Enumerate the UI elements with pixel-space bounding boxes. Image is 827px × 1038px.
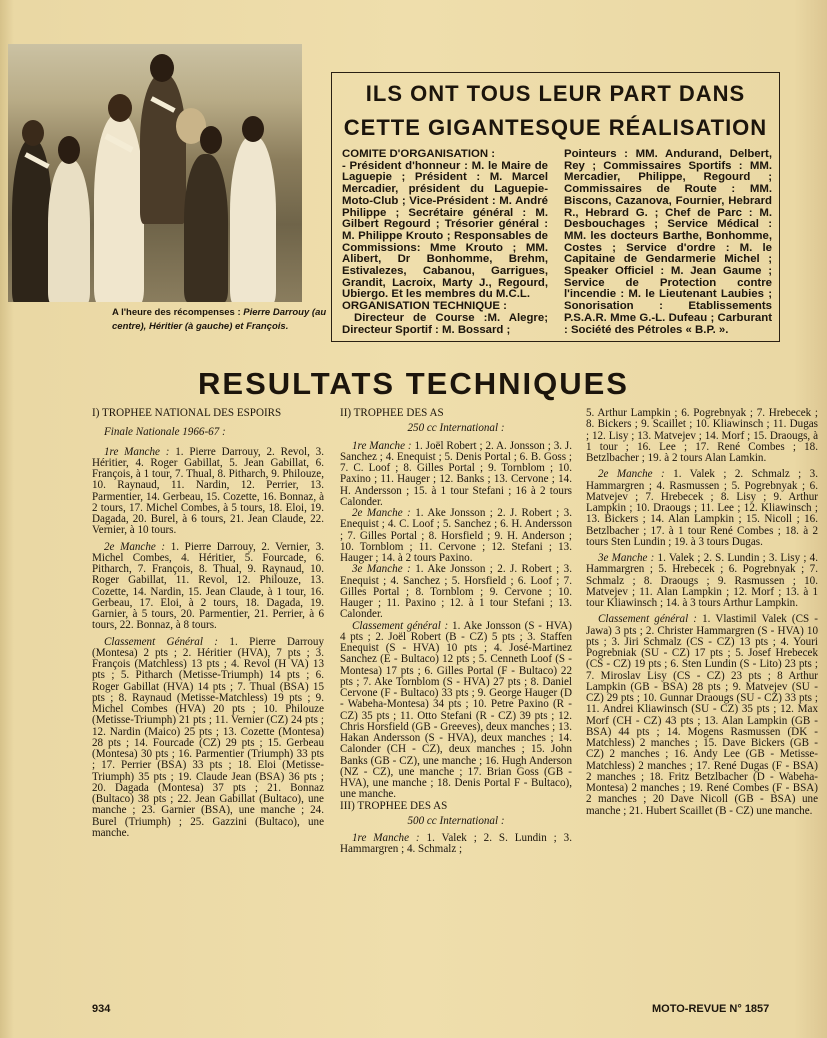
general-standings <box>92 637 324 840</box>
magazine-issue: MOTO-REVUE N° 1857 <box>652 1003 770 1015</box>
heat-result <box>340 564 572 620</box>
technical-heading: ORGANISATION TECHNIQUE : <box>342 300 507 313</box>
standings-label: Classement général : <box>352 619 449 632</box>
heat-label: 3e Manche : <box>352 563 411 576</box>
committee-text: - Président d'honneur : M. le Maire de Laguepie ; Président : M. Marcel Mercadier, président du Laguepie-Moto-Club ; Vice-Président : M. André Philippe ; Secrétaire général : M. Gilbert Regourd ; Trésorier général : M. Philippe Krouto ; Responsables de Commissions: Mme Krouto ; MM. Alibert, Dr Bonhomme, Brehm, Estivalezes, Cabanou, Garrigues, Grandit, Lacroix, Marty J., Regourd, Ubiergo. Et les membres du M.C.L. <box>342 159 548 301</box>
heat-text: 1. Valek ; 2. S. Lundin ; 3. Lisy ; 4. Hammargren ; 5. Hrebecek ; 6. Pogrebnyak ; 7. Schmalz ; 8. Draougs ; 9. Rasmussen ; 10. Matvejev ; 11. Alan Lampkin ; 12. Morf ; 13. à 1 tour Kliawinsch ; 14. à 3 tours Arthur Lampkin. <box>586 552 818 609</box>
standings-text: 1. Ake Jonsson (S - HVA) 4 pts ; 2. Joël Robert (B - CZ) 5 pts ; 3. Staffen Enequist (S - HVA) 10 pts ; 4. José-Martinez Sanchez (E - Bultaco) 12 pts ; 5. Cenneth Loof (S - Montesa) 17 pts ; 6. Gilles Portal (F - Bultaco) 22 pts ; 7. Ake Tornblom (S - HVA) 27 pts ; 8. Daniel Cervone (F - Bultaco) 33 pts ; 9. George Hauger (D - Wabeha-Montesa) 34 pts ; 10. Petre Paxino (R - CZ) 35 pts ; 11. Otto Stefani (R - CZ) 39 pts ; 12. Chris Horsfield (GB - Greeves), deux manches ; 13. Hakan Andersson (S - HVA), deux manches ; 14. Calonder (CH - CZ), deux manches ; 15. John Banks (GB - CZ), une manche ; 16. Hugh Anderson (NZ - CZ), une manche ; 17. Brian Goss (GB - HVA), une manche ; 18. Denis Portal F - Bultaco), une manche. <box>340 619 572 801</box>
heat-result <box>586 553 818 609</box>
organization-box <box>331 72 780 342</box>
standings-text: 1. Pierre Darrouy (Montesa) 2 pts ; 2. Héritier (HVA), 7 pts ; 3. François (Matchless) 13 pts ; 4. Revol (H VA) 13 pts ; 5. Pitharch (Metisse-Triumph) 14 pts ; 6. Roger Gabillat (HVA) 14 pts ; 7. Thual (BSA) 15 pts ; 8. Raynaud (Metisse-Matchless) 19 pts ; 9. Michel Combes (HVA) 20 pts ; 10. Philouze (Metisse-Triumph) 21 pts ; 11. Vernier (CZ) 24 pts ; 12. Nardin (Maico) 25 pts ; 13. Cozette (Montesa) 28 pts ; 14. Fourcade (CZ) 29 pts ; 15. Gerbeau (Montesa) 30 pts ; 16. Parmentier (Triumph) 33 pts ; 17. Perrier (BSA) 33 pts ; 18. Eloi (Metisse-Triumph) 35 pts ; 19. Claude Jean (BSA) 36 pts ; 20. Dagada (Montesa) 37 pts ; 21. Bonnaz (Bultaco) 38 pts ; 22. Jean Gabillat (Bultaco), une manche ; 23. Garnier (BSA), une manche ; 24. Burel (Triumph) ; 25. Gazzini (Bultaco), une manche. <box>92 635 324 839</box>
standings-label: Classement Général : <box>104 635 219 648</box>
heat-label: 2e Manche : <box>104 540 166 553</box>
heat-text: 1. Ake Jonsson ; 2. J. Robert ; 3. Enequist ; 4. C. Loof ; 5. Sanchez ; 6. H. Andersson ; 7. Gilles Portal ; 8. Horsfield ; 9. H. Anderson ; 10. Tornblom ; 11. Cervone ; 12. Stefani ; 13. Hauger ; 14. à 2 tours Paxino. <box>340 507 572 564</box>
general-standings <box>340 621 572 801</box>
heat-result <box>340 508 572 564</box>
section-subtitle: 500 cc International : <box>407 814 505 827</box>
heat-label: 3e Manche : <box>598 552 655 564</box>
organization-column-a <box>342 149 548 336</box>
heat-result <box>586 469 818 548</box>
heat-label: 1re Manche : <box>352 832 420 844</box>
section-heading: I) TROPHEE NATIONAL DES ESPOIRS <box>92 407 282 419</box>
results-column-1 <box>92 408 324 839</box>
caption-text: Pierre Darrouy (au centre), Héritier (à gauche) et François. <box>112 307 327 332</box>
heat-text: 1. Valek ; 2. Schmalz ; 3. Hammargren ; 4. Rasmussen ; 5. Pogrebnyak ; 6. Matvejev ; 7. Hrebecek ; 8. Lisy ; 9. Arthur Lampkin ; 10. Draougs ; 11. Lee ; 12. Kliawinsch ; 13. Bickers ; 14. Alan Lampkin ; 15. Nicoll ; 16. Betzlbacher ; 17. à 1 tour René Combes ; 18. à 2 tours Sten Lundin ; 19. à 3 tours Dugas. <box>586 468 818 548</box>
section-subtitle: Finale Nationale 1966-67 : <box>104 426 226 439</box>
photo-caption <box>112 306 332 334</box>
heat-label: 2e Manche : <box>352 507 411 519</box>
section-subtitle: 250 cc International : <box>407 422 505 435</box>
results-column-3 <box>586 408 818 817</box>
section-heading: III) TROPHEE DES AS <box>340 799 448 812</box>
general-standings <box>586 614 818 817</box>
results-title: RESULTATS TECHNIQUES <box>198 366 629 401</box>
committee-heading: COMITE D'ORGANISATION : <box>342 148 496 160</box>
standings-label: Classement général : <box>598 613 697 626</box>
caption-lead: A l'heure des récompenses : <box>112 307 241 318</box>
section-heading: II) TROPHEE DES AS <box>340 407 444 419</box>
heat-text: 1. Pierre Darrouy, 2. Vernier, 3. Michel Combes, 4. Héritier, 5. Fourcade, 6. Pitharch, 7. François, 8. Thual, 9. Raynaud, 10. Roger Gabillat, 11. Revol, 12. Philouze, 13. Cozette, 14. Nardin, 15. Jean Claude, à 1 tour, 16. Gerbeau, 17. Eloi, à 2 tours, 18. Dagada, 19. Garnier, à 5 tours, 20. Parmentier, 21. Perrier, à 6 tours, 22. Bonnaz, à 8 tours. <box>92 540 324 632</box>
heat-text: 1. Pierre Darrouy, 2. Revol, 3. Héritier, 4. Roger Gabillat, 5. Jean Gabillat, 6. François, à 1 tour, 7. Thual, 8. Pitharch, 9. Philouze, 10. Raynaud, 11. Nardin, 12. Perrier, 13. Parmentier, 14. Gerbeau, 15. Cozette, 16. Bonnaz, à 2 tours, 17. Michel Combes, à 5 tours, 18. Eloi, 19. Dagada, 20. Burel, à 6 tours, 21. Jean Claude, 22. Vernier, à 10 tours. <box>92 445 324 537</box>
heat-result <box>92 447 324 537</box>
heat-result <box>340 833 572 856</box>
officials-text: Pointeurs : MM. Andurand, Delbert, Rey ; Commissaires Sportifs : MM. Mercadier, Philippe, Regourd ; Commissaires de Route : MM. Biscons, Cazanova, Fournier, Hebrard R., Hebrard G. ; Chef de Parc : M. Desbouchages ; Service Médical : MM. les docteurs Barthe, Bonhomme, Costes ; Service d'ordre : M. le Capitaine de Gendarmerie Michel ; Speaker Officiel : M. Jean Gaume ; Service de Protection contre l'incendie : M. le Lieutenant Laubies ; Sonorisation : Etablissements P.S.A.R. Mme G.-L. Dufeau ; Carburant : Société des Pétroles « B.P. ». <box>564 148 772 336</box>
standings-text: 1. Vlastimil Valek (CS - Jawa) 3 pts ; 2. Christer Hammargren (S - HVA) 10 pts ; 3. Jiri Schmalz (CS - CZ) 13 pts ; 4. Youri Pogrebniak (SU - CZ) 17 pts ; 5. Josef Hrebecek (CS - CZ) 19 pts ; 6. Sten Lundin (S - Lito) 23 pts ; 7. Miroslav Lisy (CS - CZ) 23 pts ; 8 Arthur Lampkin (GB - BSA) 28 pts ; 9. Matvejev (SU - CZ) 29 pts ; 10. Gunnar Draougs (SU - CZ) 33 pts ; 11. Andrei Kliawinsch (SU - CZ) 35 pts ; 12. Max Morf (CH - CZ) 43 pts ; 13. Alan Lampkin (GB - BSA) 44 pts ; 14. Mogens Rasmussen (DK - Matchless) 2 manches ; 15. Dave Bickers (GB - CZ) 2 manches ; 16. Andy Lee (GB - Metisse-Matchless) 2 manches ; 17. René Dugas (F - BSA) 2 manches ; 18. Fritz Betzlbacher (D - Wabeha-Montesa) 2 manches ; 19. René Combes (F - BSA) 2 manches ; 20 Dave Nicoll (GB - BSA) une manche ; 21. Hubert Scaillet (B - CZ) une manche. <box>586 613 818 817</box>
heat-text: 5. Arthur Lampkin ; 6. Pogrebnyak ; 7. Hrebecek ; 8. Bickers ; 9. Scaillet ; 10. Kliawinsch ; 11. Dugas ; 12. Lisy ; 13. Matvejev ; 14. Morf ; 15. Draougs, à 1 tour ; 16. Lee ; 17. René Combes ; 18. Betzlbacher ; 19. à 2 tours Alan Lamkin. <box>586 407 818 464</box>
box-title-line1: ILS ONT TOUS LEUR PART DANS <box>365 81 746 106</box>
heat-result <box>92 542 324 632</box>
heat-label: 1re Manche : <box>352 439 412 452</box>
box-title-line2: CETTE GIGANTESQUE RÉALISATION <box>343 115 768 140</box>
heat-label: 2e Manche : <box>598 468 665 481</box>
organization-column-b <box>564 149 772 336</box>
award-ceremony-photo <box>8 44 302 302</box>
heat-text: 1. Joël Robert ; 2. A. Jonsson ; 3. J. Sanchez ; 4. Enequist ; 5. Denis Portal ; 6. B. Goss ; 7. C. Loof ; 8. Gilles Portal ; 9. Tornblom ; 10. Paxino ; 11. Hauger ; 12. Banks ; 13. Cervone ; 14. H. Andersson ; 15. à 1 tour Stefani ; 16 à 2 tours Calonder. <box>340 439 572 508</box>
heat-label: 1re Manche : <box>104 445 170 458</box>
heat-result <box>340 441 572 509</box>
technical-text: Directeur de Course :M. Alegre; Directeur Sportif : M. Bossard ; <box>342 311 548 336</box>
heat-text: 1. Ake Jonsson ; 2. J. Robert ; 3. Enequist ; 4. Sanchez ; 5. Horsfield ; 6. Loof ; 7. Gilles Portal ; 8. Tornblom ; 9. Cervone ; 10. Hauger ; 11. Paxino ; 12. à 1 tour Stefani ; 13. Calonder. <box>340 563 572 621</box>
page-number: 934 <box>92 1003 111 1015</box>
results-column-2 <box>340 408 572 856</box>
heat-text: 1. Valek ; 2. S. Lundin ; 3. Hammargren ; 4. Schmalz ; <box>340 832 572 856</box>
